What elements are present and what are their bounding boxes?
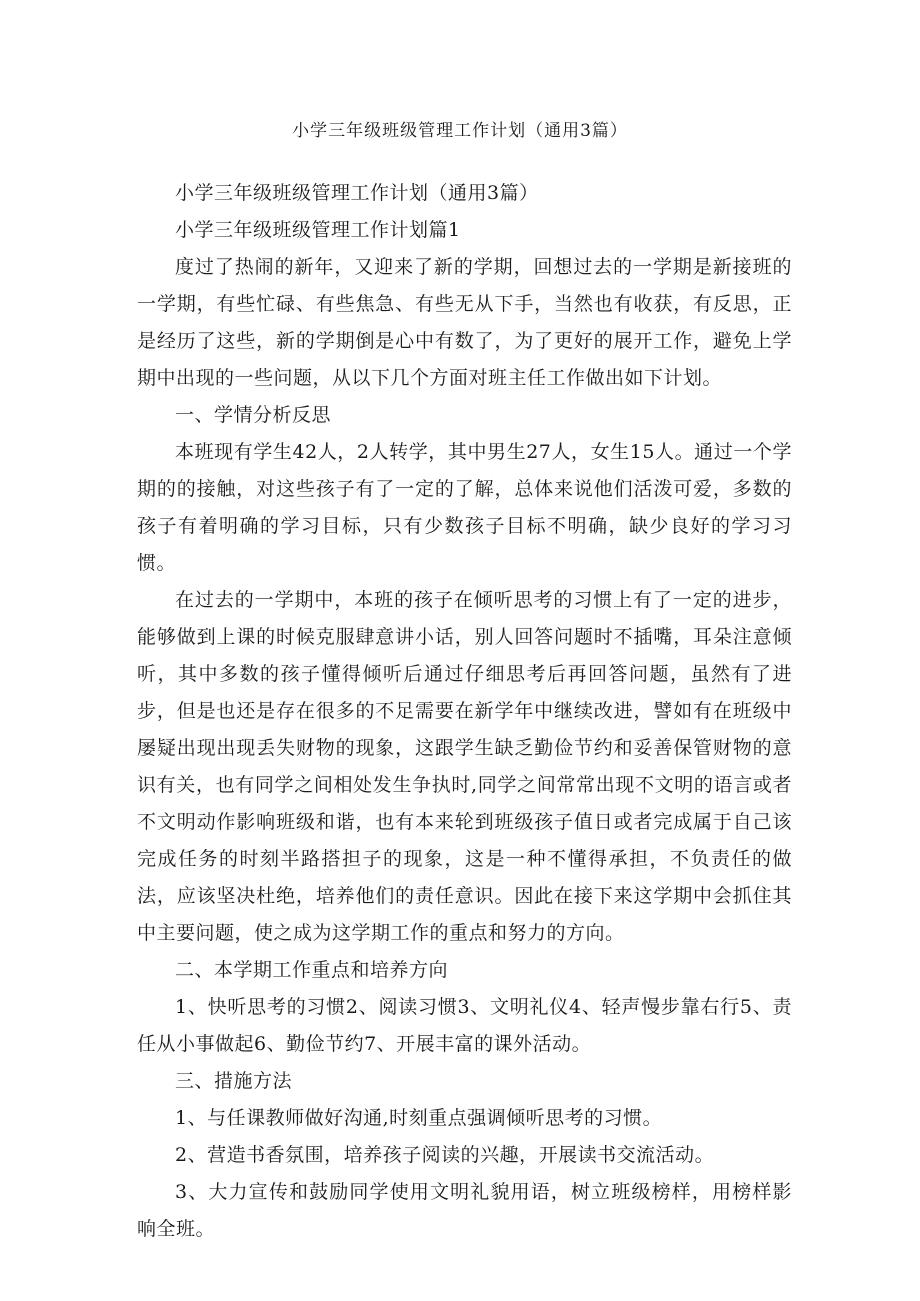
paragraph-subtitle: 小学三年级班级管理工作计划（通用3篇） [175,182,539,204]
heading-analysis: 一、学情分析反思 [175,404,332,426]
document-body [137,175,792,1248]
paragraph-section-heading: 小学三年级班级管理工作计划篇1 [175,219,461,241]
paragraph: 度过了热闹的新年，又迎来了新的学期，回想过去的一学期是新接班的一学期，有些忙碌、有些焦急、有些无从下手，当然也有收获，有反思，正是经历了这些，新的学期倒是心中有数了，为了更好的展开工作，避免上学期中出现的一些问题，从以下几个方面对班主任工作做出如下计划。 [137,256,792,389]
list-item: 2、营造书香氛围，培养孩子阅读的兴趣，开展读书交流活动。 [175,1144,715,1166]
paragraph: 本班现有学生42人，2人转学，其中男生27人，女生15人。通过一个学期的的接触，对这些孩子有了一定的了解，总体来说他们活泼可爱，多数的孩子有着明确的学习目标，只有少数孩子目标不明确，缺少良好的学习习惯。 [137,441,792,574]
paragraph: 1、快听思考的习惯2、阅读习惯3、文明礼仪4、轻声慢步靠右行5、责任从小事做起6、勤俭节约7、开展丰富的课外活动。 [137,996,792,1055]
heading-focus: 二、本学期工作重点和培养方向 [175,959,449,981]
list-item: 3、大力宣传和鼓励同学使用文明礼貌用语，树立班级榜样，用榜样影响全班。 [137,1181,792,1240]
paragraph: 在过去的一学期中，本班的孩子在倾听思考的习惯上有了一定的进步，能够做到上课的时候克服肆意讲小话，别人回答问题时不插嘴，耳朵注意倾听，其中多数的孩子懂得倾听后通过仔细思考后再回答问题，虽然有了进步，但是也还是存在很多的不足需要在新学年中继续改进，譬如有在班级中屡疑出现出现丢失财物的现象，这跟学生缺乏勤俭节约和妥善保管财物的意识有关，也有同学之间相处发生争执时,同学之间常常出现不文明的语言或者不文明动作影响班级和谐，也有本来轮到班级孩子值日或者完成属于自己该完成任务的时刻半路搭担子的现象，这是一种不懂得承担，不负责任的做法，应该坚决杜绝，培养他们的责任意识。因此在接下来这学期中会抓住其中主要问题，使之成为这学期工作的重点和努力的方向。 [137,589,792,944]
document-title: 小学三年级班级管理工作计划（通用3篇） [292,121,628,141]
list-item: 1、与任课教师做好沟通,时刻重点强调倾听思考的习惯。 [175,1107,663,1129]
heading-measures: 三、措施方法 [175,1070,293,1092]
